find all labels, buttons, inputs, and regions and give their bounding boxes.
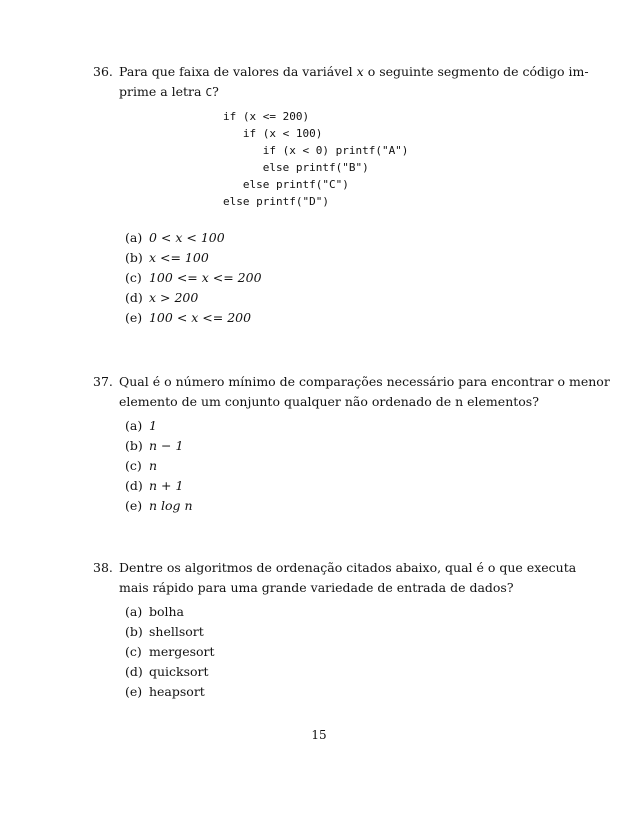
q37-option-b: (b) n − 1 — [125, 438, 184, 453]
q37-option-d: (d) n + 1 — [125, 478, 184, 493]
q37-line2: elemento de um conjunto qualquer não ordenado de n elementos? — [119, 394, 539, 409]
q36-line1: 36. Para que faixa de valores da variável x o seguinte segmento de código im- — [93, 64, 589, 79]
code-line: else printf("C") — [223, 178, 349, 191]
code-line: if (x < 0) printf("A") — [223, 144, 409, 157]
q36-line2: prime a letra C? — [119, 84, 219, 99]
q38-option-a: (a) bolha — [125, 604, 185, 619]
q38-line1: 38. Dentre os algoritmos de ordenação citados abaixo, qual é o que executa — [93, 560, 577, 575]
q36-option-a: (a) 0 < x < 100 — [125, 230, 225, 245]
q38-option-b: (b) shellsort — [125, 624, 204, 639]
q38-option-c: (c) mergesort — [125, 644, 215, 659]
q36-option-c: (c) 100 <= x <= 200 — [125, 270, 262, 285]
code-line: if (x <= 200) — [223, 110, 310, 123]
page-number: 15 — [311, 728, 327, 742]
q37-option-a: (a) 1 — [125, 418, 157, 433]
q36-option-d: (d) x > 200 — [125, 290, 199, 305]
q38-option-d: (d) quicksort — [125, 664, 209, 679]
q37-number: 37. — [93, 374, 113, 389]
q37-line1: 37. Qual é o número mínimo de comparações necessário para encontrar o menor — [93, 374, 610, 389]
q38-option-e: (e) heapsort — [125, 684, 205, 699]
q36-option-b: (b) x <= 100 — [125, 250, 209, 265]
code-line: else printf("B") — [223, 161, 369, 174]
q36-number: 36. — [93, 64, 113, 79]
q36-option-e: (e) 100 < x <= 200 — [125, 310, 252, 325]
q38-number: 38. — [93, 560, 113, 575]
code-line: else printf("D") — [223, 195, 329, 208]
q37-option-c: (c) n — [125, 458, 158, 473]
code-line: if (x < 100) — [223, 127, 323, 140]
q38-line2: mais rápido para uma grande variedade de entrada de dados? — [119, 580, 514, 595]
q37-option-e: (e) n log n — [125, 498, 193, 513]
